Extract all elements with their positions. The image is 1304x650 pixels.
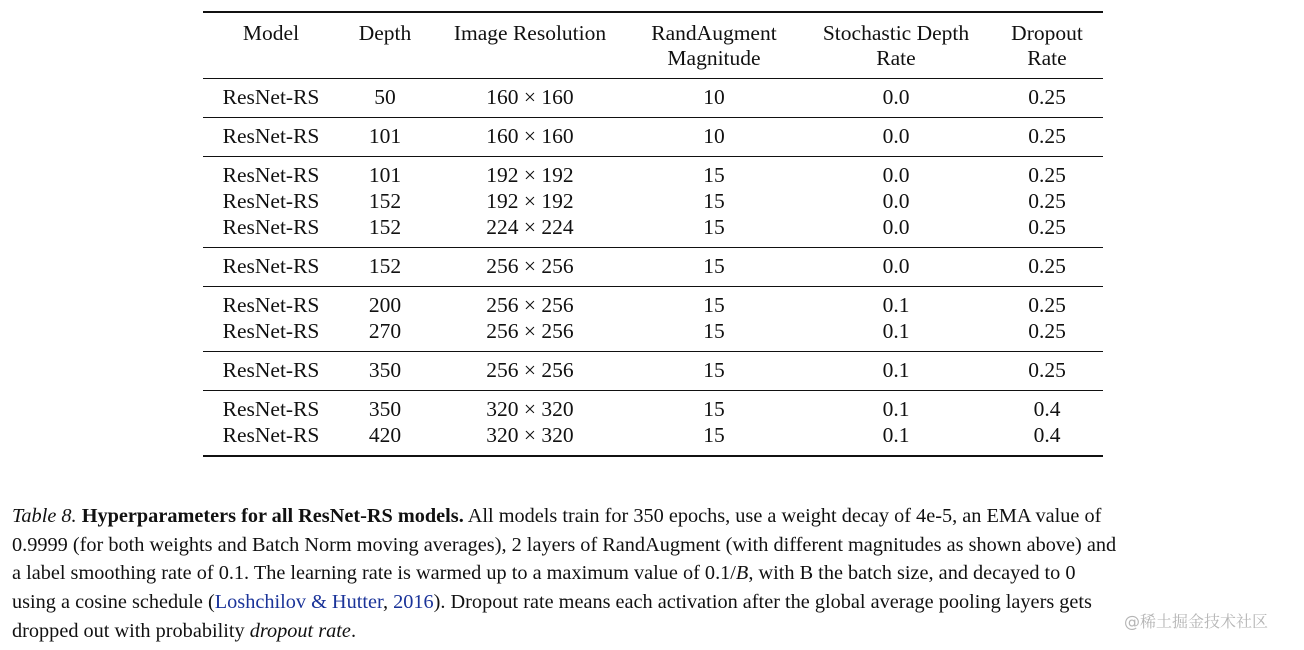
- table-cell: ResNet-RS: [222, 215, 320, 239]
- table-cell: 15: [703, 254, 725, 278]
- table-cell: 256 × 256: [486, 254, 574, 278]
- table-cell: 15: [703, 319, 725, 343]
- table-cell: 0.0: [882, 254, 910, 278]
- caption-text: ,: [382, 591, 394, 614]
- table-cell: ResNet-RS: [222, 189, 320, 213]
- table-cell: 0.25: [1028, 358, 1066, 382]
- column-header: Rate: [1027, 46, 1067, 70]
- table-cell: 15: [703, 189, 725, 213]
- table-cell: 0.1: [882, 319, 910, 343]
- caption-text: ). Dropout rate means each activation after the global average pooling layers gets: [433, 591, 1092, 614]
- caption-text: a label smoothing rate of 0.1. The learning rate is warmed up to a maximum value of 0.1/: [12, 562, 736, 585]
- table-cell: 15: [703, 215, 725, 239]
- table-cell: 101: [368, 163, 402, 187]
- hyperparameter-table: [203, 0, 1103, 470]
- citation-year-link[interactable]: 2016: [393, 591, 434, 614]
- caption-text: All models train for 350 epochs, use a weight decay of 4e-5, an EMA value of: [467, 505, 1102, 527]
- table-cell: 50: [374, 85, 396, 109]
- table-cell: 0.4: [1033, 423, 1061, 447]
- table-rule: [203, 78, 1103, 79]
- table-cell: 101: [368, 124, 402, 148]
- table-cell: 320 × 320: [486, 397, 574, 421]
- table-cell: 320 × 320: [486, 423, 574, 447]
- table-cell: 10: [703, 85, 725, 109]
- column-header: Rate: [876, 46, 916, 70]
- table-cell: 0.1: [882, 397, 910, 421]
- table-cell: 160 × 160: [486, 85, 574, 109]
- table-cell: 0.25: [1028, 124, 1066, 148]
- caption-label: Table 8.: [12, 505, 77, 527]
- math-var: B: [735, 562, 749, 585]
- column-header: Stochastic Depth: [822, 21, 970, 45]
- table-cell: 10: [703, 124, 725, 148]
- caption-text: .: [350, 619, 357, 642]
- table-cell: 0.25: [1028, 319, 1066, 343]
- table-cell: 0.25: [1028, 293, 1066, 317]
- table-cell: ResNet-RS: [222, 358, 320, 382]
- table-cell: 0.25: [1028, 163, 1066, 187]
- table-rule: [203, 390, 1103, 391]
- table-cell: 0.25: [1028, 85, 1066, 109]
- table-cell: 160 × 160: [486, 124, 574, 148]
- table-cell: 192 × 192: [486, 163, 574, 187]
- table-cell: 15: [703, 293, 725, 317]
- table-cell: ResNet-RS: [222, 319, 320, 343]
- table-cell: ResNet-RS: [222, 397, 320, 421]
- table-cell: 0.0: [882, 85, 910, 109]
- table-cell: 256 × 256: [486, 293, 574, 317]
- table-cell: ResNet-RS: [222, 124, 320, 148]
- table-cell: 0.0: [882, 215, 910, 239]
- table-rule: [203, 11, 1103, 13]
- caption-text: dropped out with probability: [12, 619, 250, 642]
- table-cell: 0.1: [882, 423, 910, 447]
- table-cell: 15: [703, 163, 725, 187]
- table-rule: [203, 286, 1103, 287]
- citation-link[interactable]: Loshchilov & Hutter: [214, 591, 383, 614]
- table-cell: 200: [368, 293, 402, 317]
- column-header: Image Resolution: [453, 21, 607, 45]
- table-rule: [203, 351, 1103, 352]
- table-cell: 15: [703, 423, 725, 447]
- column-header: RandAugment: [651, 21, 777, 45]
- table-cell: 256 × 256: [486, 358, 574, 382]
- table-cell: 270: [368, 319, 402, 343]
- caption-text: using a cosine schedule (: [12, 591, 215, 614]
- table-cell: 256 × 256: [486, 319, 574, 343]
- table-cell: 0.25: [1028, 254, 1066, 278]
- table-caption: [12, 502, 1302, 646]
- table-cell: 0.1: [882, 293, 910, 317]
- table-cell: 0.0: [882, 189, 910, 213]
- table-cell: 192 × 192: [486, 189, 574, 213]
- column-header: Model: [242, 21, 300, 45]
- watermark: @稀土掘金技术社区: [1124, 612, 1269, 631]
- table-cell: ResNet-RS: [222, 423, 320, 447]
- caption-emphasis: dropout rate: [249, 619, 351, 642]
- table-rule: [203, 247, 1103, 248]
- table-cell: ResNet-RS: [222, 163, 320, 187]
- table-cell: ResNet-RS: [222, 254, 320, 278]
- table-cell: 0.25: [1028, 189, 1066, 213]
- table-cell: ResNet-RS: [222, 85, 320, 109]
- table-rule: [203, 455, 1103, 457]
- table-cell: 15: [703, 358, 725, 382]
- table-cell: 0.1: [882, 358, 910, 382]
- column-header: Depth: [358, 21, 412, 45]
- table-cell: 152: [368, 254, 402, 278]
- caption-title: Hyperparameters for all ResNet-RS models.: [81, 505, 464, 527]
- table-cell: 420: [368, 423, 402, 447]
- table-cell: 0.4: [1033, 397, 1061, 421]
- table-cell: 350: [368, 358, 402, 382]
- table-cell: 15: [703, 397, 725, 421]
- caption-text: , with B the batch size, and decayed to 0: [748, 562, 1076, 585]
- table-cell: 152: [368, 215, 402, 239]
- table-rule: [203, 117, 1103, 118]
- table-cell: ResNet-RS: [222, 293, 320, 317]
- caption-text: 0.9999 (for both weights and Batch Norm moving averages), 2 layers of RandAugment (with different magnitudes as shown above) and: [12, 533, 1117, 556]
- table-cell: 224 × 224: [486, 215, 574, 239]
- table-rule: [203, 156, 1103, 157]
- table-cell: 152: [368, 189, 402, 213]
- column-header: Dropout: [1011, 21, 1083, 45]
- table-cell: 0.0: [882, 124, 910, 148]
- column-header: Magnitude: [667, 46, 761, 70]
- table-cell: 350: [368, 397, 402, 421]
- table-cell: 0.25: [1028, 215, 1066, 239]
- table-cell: 0.0: [882, 163, 910, 187]
